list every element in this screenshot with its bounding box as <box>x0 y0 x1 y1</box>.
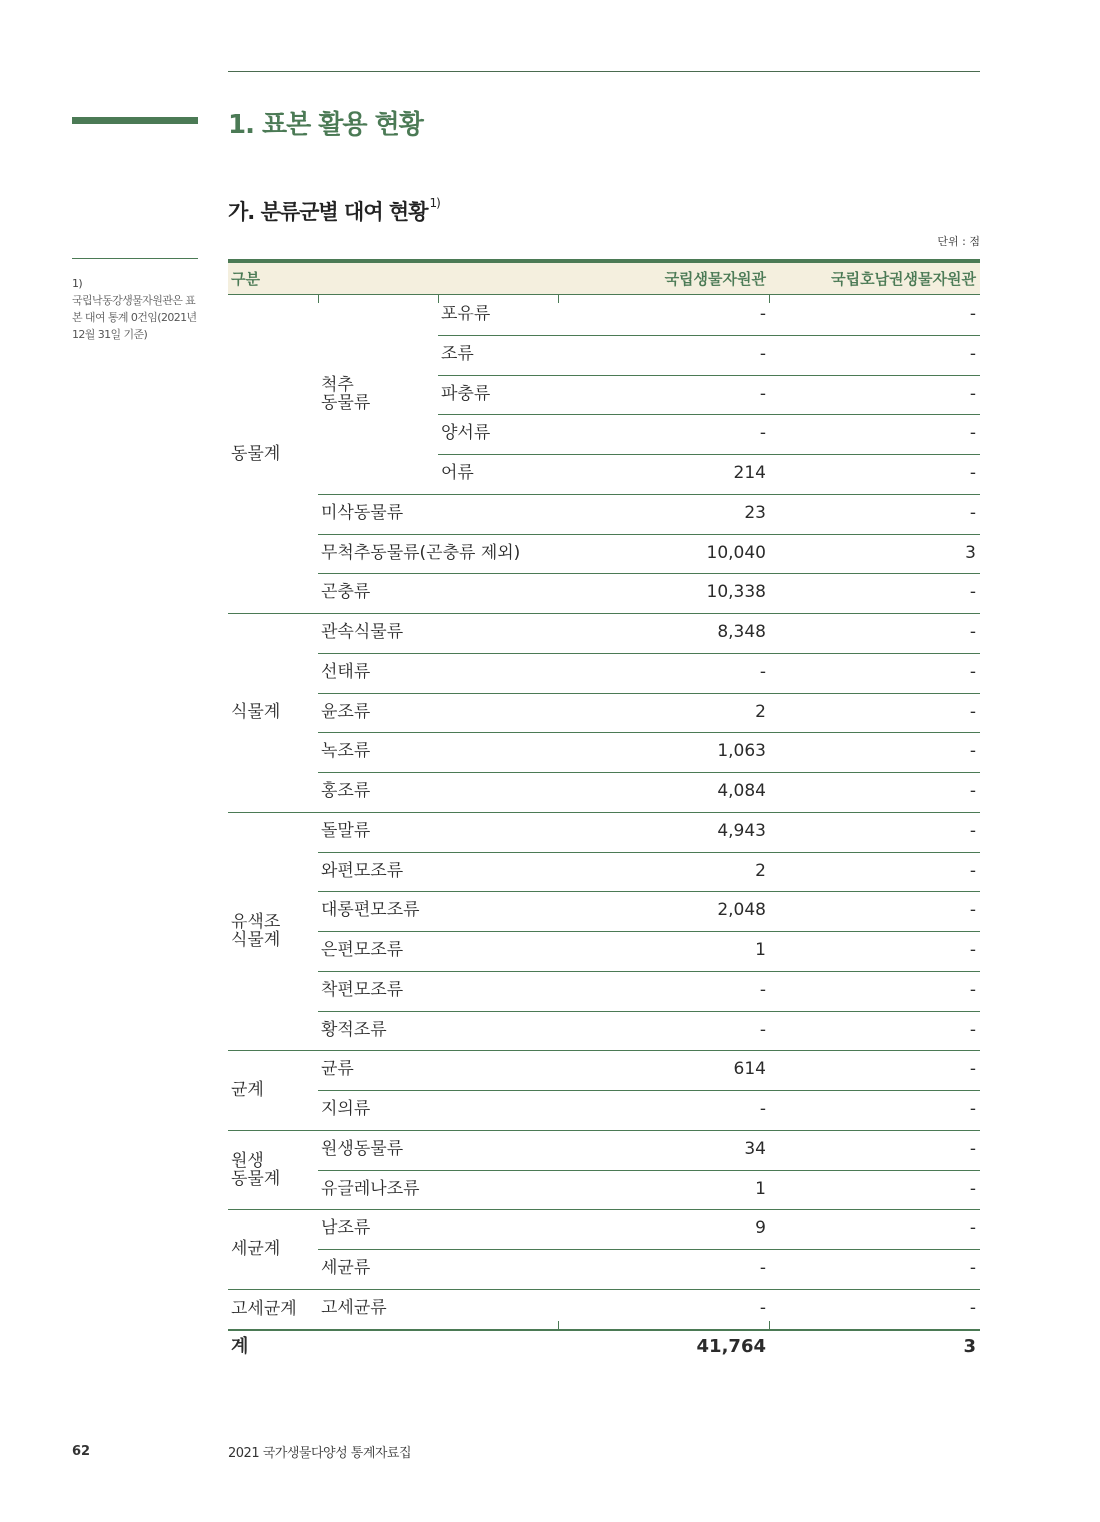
row-name: 무척추동물류(곤충류 제외) <box>321 542 521 563</box>
row-separator <box>318 1170 980 1171</box>
footnote <box>72 275 202 343</box>
row-name: 윤조류 <box>321 701 371 722</box>
row-name: 원생동물류 <box>321 1138 404 1159</box>
header-bottom-border <box>228 294 980 295</box>
row-separator <box>318 1090 980 1091</box>
sub-title-footnote-ref: 1) <box>429 196 440 210</box>
group-plant: 식물계 <box>231 702 281 723</box>
row-value-nibr: 1,063 <box>717 741 766 762</box>
row-value-hnibr: - <box>969 860 976 881</box>
row-value-hnibr: - <box>969 940 976 960</box>
total-nibr: 41,764 <box>696 1335 766 1357</box>
header-hnibr: 국립호남권생물자원관 <box>831 270 976 288</box>
row-separator <box>318 732 980 733</box>
row-value-hnibr: - <box>969 423 976 444</box>
total-hnibr: 3 <box>963 1335 976 1357</box>
row-value-nibr: 9 <box>755 1218 766 1239</box>
row-value-nibr: - <box>759 1099 766 1119</box>
col-tick <box>769 295 770 303</box>
row-value-nibr: 2 <box>755 860 766 881</box>
row-value-hnibr: - <box>969 979 976 1000</box>
header-nibr: 국립생물자원관 <box>664 270 766 288</box>
row-separator <box>318 931 980 932</box>
row-value-nibr: 23 <box>744 502 766 523</box>
row-separator <box>228 812 980 813</box>
row-value-hnibr: - <box>969 304 976 324</box>
group-archaea: 고세균계 <box>231 1298 297 1319</box>
row-name: 남조류 <box>321 1218 371 1239</box>
row-separator <box>318 1011 980 1012</box>
row-value-nibr: - <box>759 1258 766 1278</box>
row-name: 대롱편모조류 <box>321 900 420 921</box>
row-value-nibr: 1 <box>755 940 766 960</box>
row-value-nibr: - <box>759 423 766 444</box>
row-value-nibr: - <box>759 979 766 1000</box>
row-name: 와편모조류 <box>321 860 404 881</box>
row-value-nibr: 8,348 <box>717 622 766 642</box>
group-protozoa: 원생 동물계 <box>231 1150 281 1189</box>
top-rule <box>228 71 980 72</box>
row-name: 고세균류 <box>321 1297 387 1318</box>
section-title: 1. 표본 활용 현황 <box>228 110 423 140</box>
row-value-nibr: 10,040 <box>706 542 766 563</box>
row-separator <box>318 494 980 495</box>
col-tick <box>769 1321 770 1329</box>
row-separator <box>318 1249 980 1250</box>
row-name: 세균류 <box>321 1258 371 1278</box>
row-name: 균류 <box>321 1059 354 1080</box>
row-name: 양서류 <box>441 423 491 444</box>
row-separator <box>438 454 980 455</box>
row-value-nibr: - <box>759 1019 766 1040</box>
sub-title <box>228 196 440 226</box>
footnote-text: 국립낙동강생물자원관은 표본 대여 통계 0건임(2021년 12월 31일 기준) <box>72 294 197 341</box>
row-value-nibr: 214 <box>733 463 766 483</box>
row-separator <box>438 414 980 415</box>
group-animal: 동물계 <box>231 444 281 465</box>
row-separator <box>318 772 980 773</box>
col-tick <box>558 295 559 303</box>
row-value-hnibr: - <box>969 1218 976 1239</box>
row-value-hnibr: - <box>969 741 976 762</box>
row-separator <box>318 852 980 853</box>
row-value-nibr: 4,943 <box>717 820 766 841</box>
row-name: 파충류 <box>441 383 491 404</box>
row-value-hnibr: - <box>969 820 976 841</box>
row-name: 유글레나조류 <box>321 1178 420 1199</box>
row-name: 황적조류 <box>321 1019 387 1040</box>
row-value-nibr: - <box>759 383 766 404</box>
row-value-nibr: - <box>759 661 766 682</box>
row-value-hnibr: - <box>969 1099 976 1119</box>
group-vertebrate: 척추 동물류 <box>321 375 371 414</box>
row-name: 미삭동물류 <box>321 502 404 523</box>
row-separator <box>318 891 980 892</box>
row-value-hnibr: - <box>969 343 976 364</box>
row-value-nibr: 2 <box>755 701 766 722</box>
row-value-nibr: 2,048 <box>717 900 766 921</box>
row-value-hnibr: - <box>969 701 976 722</box>
row-separator <box>228 1050 980 1051</box>
footnote-number: 1) <box>72 277 83 290</box>
row-value-hnibr: - <box>969 502 976 523</box>
row-separator <box>318 653 980 654</box>
row-name: 홍조류 <box>321 781 371 801</box>
row-value-nibr: - <box>759 304 766 324</box>
row-value-hnibr: - <box>969 463 976 483</box>
row-value-hnibr: - <box>969 900 976 921</box>
row-separator <box>228 1209 980 1210</box>
group-fungi: 균계 <box>231 1080 264 1101</box>
col-tick <box>438 295 439 303</box>
row-value-hnibr: - <box>969 1059 976 1080</box>
total-top-border <box>228 1329 980 1331</box>
row-separator <box>318 693 980 694</box>
row-name: 은편모조류 <box>321 940 404 960</box>
row-value-nibr: 34 <box>744 1138 766 1159</box>
row-value-hnibr: - <box>969 661 976 682</box>
row-value-nibr: 1 <box>755 1178 766 1199</box>
total-label: 계 <box>231 1335 249 1357</box>
col-tick <box>318 295 319 303</box>
row-value-hnibr: - <box>969 781 976 801</box>
row-value-hnibr: - <box>969 582 976 603</box>
row-name: 어류 <box>441 463 474 483</box>
row-value-nibr: - <box>759 343 766 364</box>
row-name: 곤충류 <box>321 582 371 603</box>
page-number: 62 <box>72 1444 91 1459</box>
row-value-nibr: 614 <box>733 1059 766 1080</box>
row-name: 관속식물류 <box>321 622 404 642</box>
group-bacteria: 세균계 <box>231 1239 281 1260</box>
row-separator <box>438 335 980 336</box>
group-chromista: 유색조 식물계 <box>231 912 281 950</box>
book-title: 2021 국가생물다양성 통계자료집 <box>228 1446 412 1461</box>
header-category: 구분 <box>231 270 260 288</box>
row-separator <box>318 971 980 972</box>
row-value-hnibr: - <box>969 622 976 642</box>
row-value-hnibr: - <box>969 1297 976 1318</box>
sub-title-text: 가. 분류군별 대여 현황 <box>228 200 428 224</box>
row-name: 조류 <box>441 343 474 364</box>
row-name: 착편모조류 <box>321 979 404 1000</box>
row-separator <box>228 613 980 614</box>
row-name: 지의류 <box>321 1099 371 1119</box>
row-name: 포유류 <box>441 304 491 324</box>
row-separator <box>318 534 980 535</box>
footnote-rule <box>72 258 198 259</box>
row-separator <box>228 1289 980 1290</box>
row-value-hnibr: - <box>969 1258 976 1278</box>
row-value-nibr: 4,084 <box>717 781 766 801</box>
row-value-hnibr: - <box>969 383 976 404</box>
section-marker-bar <box>72 117 198 124</box>
col-tick <box>558 1321 559 1329</box>
row-value-hnibr: - <box>969 1019 976 1040</box>
row-separator <box>228 1130 980 1131</box>
unit-label: 단위 : 점 <box>937 235 980 248</box>
row-name: 돌말류 <box>321 820 371 841</box>
row-value-nibr: - <box>759 1297 766 1318</box>
row-value-hnibr: - <box>969 1178 976 1199</box>
row-value-hnibr: - <box>969 1138 976 1159</box>
row-separator <box>438 375 980 376</box>
row-separator <box>318 573 980 574</box>
row-name: 녹조류 <box>321 741 371 762</box>
row-value-hnibr: 3 <box>965 542 976 563</box>
row-name: 선태류 <box>321 661 371 682</box>
row-value-nibr: 10,338 <box>706 582 766 603</box>
